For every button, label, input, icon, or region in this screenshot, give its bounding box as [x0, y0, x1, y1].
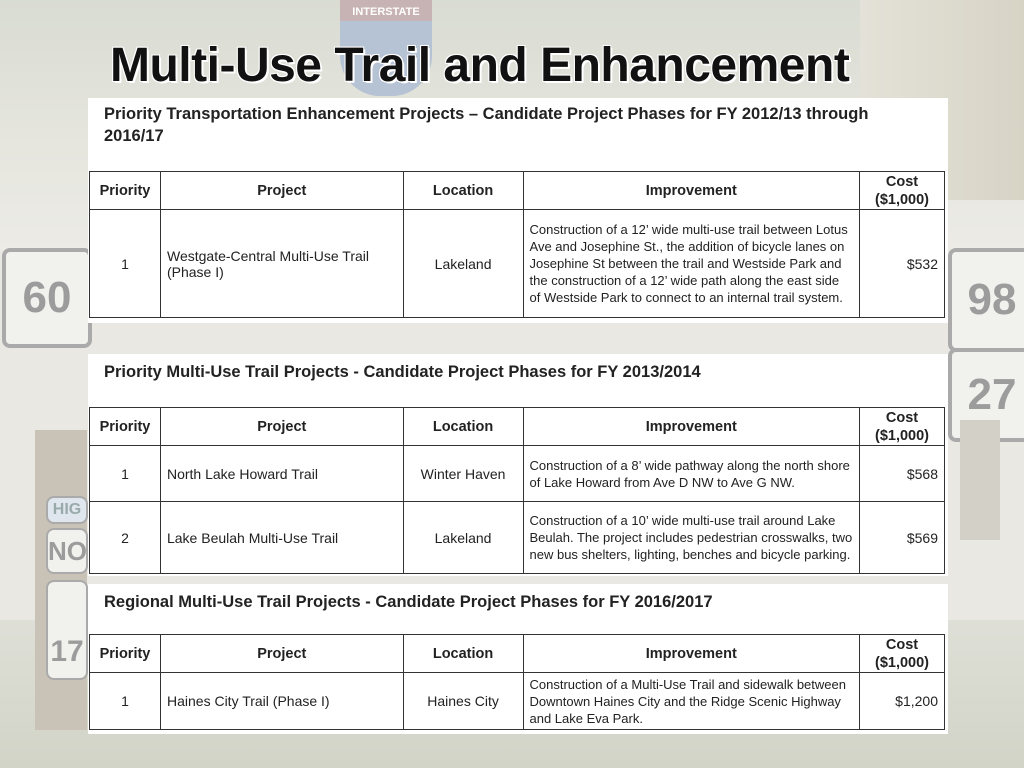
column-header-cost [860, 172, 945, 210]
section-heading: Priority Transportation Enhancement Projects – Candidate Project Phases for FY 2012/13 through 2016/17 [104, 105, 869, 145]
improvement-cell: Construction of a 12’ wide multi-use trail between Lotus Ave and Josephine St., the addition of bicycle lanes on Josephine St between the trail and Westside Park and the construction of a 12’ wide path along the east side of Westside Park to connect to an internal trail system. [523, 210, 860, 318]
location-cell: Lakeland [403, 210, 523, 318]
column-header-improvement: Improvement [523, 408, 860, 446]
cost-cell: $569 [860, 502, 945, 574]
cost-cell: $532 [860, 210, 945, 318]
location-cell: Haines City [403, 673, 523, 730]
route-60-sign-icon: 60 [2, 248, 92, 348]
route-27-sign-icon: 27 [948, 348, 1024, 442]
route-98-sign-icon: 98 [948, 248, 1024, 352]
column-header-location: Location [403, 635, 523, 673]
projects-table [89, 407, 945, 574]
project-cell: Haines City Trail (Phase I) [160, 673, 403, 730]
project-cell: Westgate-Central Multi-Use Trail (Phase I) [160, 210, 403, 318]
cost-label: Cost [885, 409, 919, 426]
table-row [90, 446, 945, 502]
interstate-label: INTERSTATE [340, 0, 432, 21]
table-row [90, 673, 945, 730]
column-header-priority: Priority [90, 408, 161, 446]
project-cell: Lake Beulah Multi-Use Trail [160, 502, 403, 574]
slide-title: Multi-Use Trail and Enhancement [110, 39, 850, 92]
projects-table [89, 634, 945, 730]
table-header-row [90, 172, 945, 210]
table-row [90, 502, 945, 574]
improvement-cell: Construction of a 10’ wide multi-use trail around Lake Beulah. The project includes pedestrian crosswalks, two new bus shelters, lighting, benches and bicycle parking. [523, 502, 860, 574]
cost-unit: ($1,000) [875, 654, 930, 671]
column-header-location: Location [403, 172, 523, 210]
projects-table [89, 171, 945, 318]
column-header-improvement: Improvement [523, 172, 860, 210]
column-header-priority: Priority [90, 172, 161, 210]
table-header-row [90, 408, 945, 446]
table-header-row [90, 635, 945, 673]
tree-trunk [960, 420, 1000, 540]
priority-cell: 1 [90, 210, 161, 318]
cost-cell: $1,200 [860, 673, 945, 730]
improvement-cell: Construction of a 8’ wide pathway along the north shore of Lake Howard from Ave D NW to Ave G NW. [523, 446, 860, 502]
location-cell: Lakeland [403, 502, 523, 574]
route-17-sign-icon: 17 [46, 580, 88, 680]
cost-unit: ($1,000) [875, 191, 930, 208]
location-cell: Winter Haven [403, 446, 523, 502]
table-row [90, 210, 945, 318]
column-header-project: Project [160, 172, 403, 210]
cost-cell: $568 [860, 446, 945, 502]
project-cell: North Lake Howard Trail [160, 446, 403, 502]
column-header-priority: Priority [90, 635, 161, 673]
column-header-cost [860, 408, 945, 446]
column-header-improvement: Improvement [523, 635, 860, 673]
column-header-project: Project [160, 635, 403, 673]
improvement-cell: Construction of a Multi-Use Trail and sidewalk between Downtown Haines City and the Ridge Scenic Highway and Lake Eva Park. [523, 673, 860, 730]
no-sign-icon: NO [46, 528, 88, 574]
highway-sign-icon: HIG [46, 496, 88, 524]
cost-unit: ($1,000) [875, 427, 930, 444]
cost-label: Cost [885, 636, 919, 653]
column-header-project: Project [160, 408, 403, 446]
column-header-location: Location [403, 408, 523, 446]
section-heading: Regional Multi-Use Trail Projects - Candidate Project Phases for FY 2016/2017 [104, 593, 713, 611]
priority-cell: 2 [90, 502, 161, 574]
priority-cell: 1 [90, 673, 161, 730]
section-heading: Priority Multi-Use Trail Projects - Candidate Project Phases for FY 2013/2014 [104, 363, 701, 381]
priority-cell: 1 [90, 446, 161, 502]
cost-label: Cost [885, 173, 919, 190]
column-header-cost [860, 635, 945, 673]
